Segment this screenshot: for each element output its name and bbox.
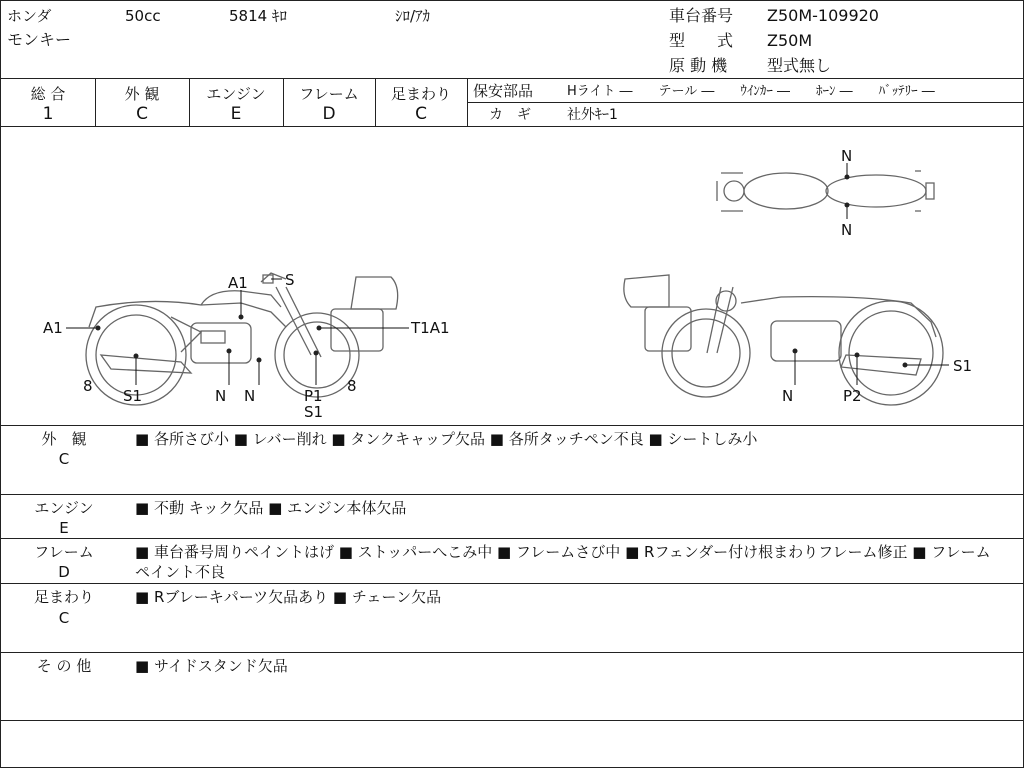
frame-no-label: 車台番号 xyxy=(669,6,734,25)
rating-suspension-label: 足まわり xyxy=(390,85,451,103)
rating-suspension-value: C xyxy=(415,104,427,124)
model-name: モンキー xyxy=(7,30,72,49)
damage-marker xyxy=(257,358,262,363)
section-frame-text: ■ 車台番号周りペイントはげ ■ ストッパーへこみ中 ■ フレームさび中 ■ Rフェンダー付け根まわりフレーム修正 ■ フレームペイント不良 xyxy=(135,543,991,581)
damage-marker xyxy=(134,354,139,359)
mileage: 5814 ｷﾛ xyxy=(229,7,287,25)
section-engine-text: ■ 不動 キック欠品 ■ エンジン本体欠品 xyxy=(135,499,407,517)
divider xyxy=(1,78,1023,79)
rating-frame-value: D xyxy=(322,104,336,124)
label-n-right: N xyxy=(782,387,794,405)
section-frame-label: フレーム xyxy=(34,543,94,561)
divider xyxy=(1,425,1023,426)
damage-marker xyxy=(855,353,860,358)
label-n-left-2: N xyxy=(244,387,256,405)
section-exterior-grade: C xyxy=(58,450,70,468)
damage-marker xyxy=(227,349,232,354)
damage-markers-right xyxy=(793,349,950,386)
type-label: 型 式 xyxy=(669,31,734,50)
damage-markers-top xyxy=(845,163,850,219)
label-n-bottom: N xyxy=(841,221,853,239)
rating-frame-label: フレーム xyxy=(299,85,359,103)
damage-marker xyxy=(317,326,322,331)
rating-overall-value: 1 xyxy=(42,104,54,124)
label-n-top: N xyxy=(841,147,853,165)
damage-marker xyxy=(314,351,319,356)
divider xyxy=(1,494,1023,495)
label-s: S xyxy=(285,271,295,289)
divider xyxy=(1,583,1023,584)
rating-exterior-label: 外 観 xyxy=(124,85,160,103)
type-value: Z50M xyxy=(767,31,813,50)
rating-engine-value: E xyxy=(230,104,242,124)
damage-marker xyxy=(903,363,908,368)
label-a1-left: A1 xyxy=(43,319,63,337)
damage-marker xyxy=(239,315,244,320)
key-value: 社外ｷｰ1 xyxy=(567,107,618,123)
rating-engine-label: エンジン xyxy=(206,85,266,103)
engine-label: 原 動 機 xyxy=(669,56,728,75)
damage-marker xyxy=(96,326,101,331)
bike-right-view xyxy=(624,275,943,405)
divider xyxy=(1,538,1023,539)
section-engine-grade: E xyxy=(59,519,69,537)
safety-items: Hライト ― テール ― ｳｲﾝｶｰ ― ﾎｰﾝ ― ﾊﾞｯﾃﾘｰ ― xyxy=(567,84,935,99)
label-t1a1: T1A1 xyxy=(411,319,450,337)
section-engine-label: エンジン xyxy=(34,499,94,517)
label-s1-left: S1 xyxy=(123,387,143,405)
section-suspension-grade: C xyxy=(58,609,70,627)
section-other-label: そ の 他 xyxy=(36,657,92,675)
divider xyxy=(467,102,1023,103)
section-exterior-text: ■ 各所さび小 ■ レバー削れ ■ タンクキャップ欠品 ■ 各所タッチペン不良 ■ シートしみ小 xyxy=(135,430,758,448)
section-other-text: ■ サイドスタンド欠品 xyxy=(135,657,288,675)
divider xyxy=(1,720,1023,721)
label-a1-top: A1 xyxy=(228,274,248,292)
frame-no: Z50M-109920 xyxy=(767,6,879,25)
label-8-right: 8 xyxy=(347,377,357,395)
maker: ホンダ xyxy=(7,7,52,25)
label-p2: P2 xyxy=(843,387,862,405)
rating-overall-label: 総 合 xyxy=(30,85,66,103)
displacement: 50cc xyxy=(125,7,161,25)
bike-top-view xyxy=(717,171,934,211)
label-n-left-1: N xyxy=(215,387,227,405)
divider xyxy=(1,652,1023,653)
key-label: カ ギ xyxy=(489,107,531,123)
label-p1: P1 xyxy=(304,387,323,405)
section-frame-grade: D xyxy=(58,563,70,581)
damage-marker xyxy=(793,349,798,354)
damage-diagram xyxy=(1,127,1023,425)
section-exterior-label: 外 観 xyxy=(41,430,87,448)
safety-label: 保安部品 xyxy=(473,82,534,100)
damage-marker xyxy=(845,203,850,208)
engine-value: 型式無し xyxy=(767,56,832,75)
color: ｼﾛ/ｱｶ xyxy=(395,7,431,25)
damage-marker xyxy=(845,175,850,180)
rating-exterior-value: C xyxy=(136,104,148,124)
label-s1-right: S1 xyxy=(953,357,973,375)
section-suspension-text: ■ Rブレーキパーツ欠品あり ■ チェーン欠品 xyxy=(135,588,442,606)
section-suspension-label: 足まわり xyxy=(33,588,94,606)
label-s1-bottom: S1 xyxy=(304,403,324,421)
label-8-left: 8 xyxy=(83,377,93,395)
